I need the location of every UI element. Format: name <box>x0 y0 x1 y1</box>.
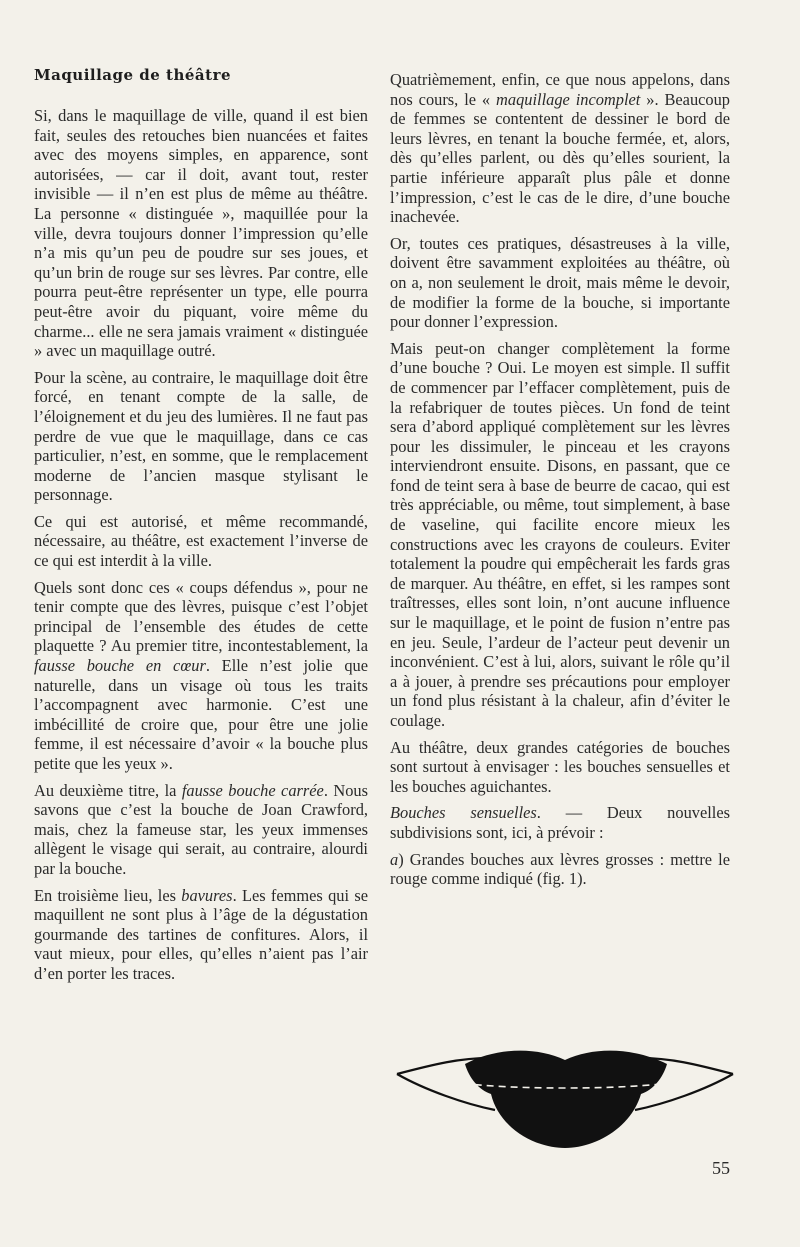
text-run: . Nous savons que c’est la bouche de Joan Crawford, mais, chez la fameuse star, les yeux immenses allègent le visage qui serait, au contraire, alourdi par la bouche. <box>34 780 368 878</box>
italic-text: a <box>390 849 399 869</box>
text-run: Au théâtre, deux grandes catégories de bouches sont surtout à envisager : les bouches sensuelles et les bouches aguichantes. <box>390 737 730 796</box>
paragraph <box>390 738 730 797</box>
right-column <box>390 70 730 896</box>
left-column-body <box>34 106 368 984</box>
page-number: 55 <box>712 1158 730 1178</box>
text-run: Quatrièmement, enfin, ce que nous appelons, dans nos cours, le « <box>390 70 730 109</box>
italic-text: fausse bouche carrée <box>181 780 324 800</box>
paragraph <box>390 339 730 731</box>
text-run: Ce qui est autorisé, et même recommandé, nécessaire, au théâtre, est exactement l’inverse de ce qui est interdit à la ville. <box>34 511 368 571</box>
paragraph <box>34 368 368 505</box>
italic-text: Bouches sensuelles <box>390 803 537 823</box>
paragraph <box>34 886 368 984</box>
italic-text: fausse bouche en cœur <box>34 656 206 676</box>
text-run: Au deuxième titre, la <box>34 780 182 800</box>
article-title: Maquillage de théâtre <box>34 66 232 84</box>
text-run: . Elle n’est jolie que naturelle, dans un visage où tous les traits l’accompagnent avec harmonie. C’est une imbécillité de croire que, pour être une jolie femme, il est nécessaire d’avoir « la bouche plus petite que les yeux ». <box>34 656 368 773</box>
paragraph <box>34 781 368 879</box>
paragraph <box>34 512 368 571</box>
paragraph <box>390 70 730 227</box>
text-run: . — Deux nouvelles subdivisions sont, ici, à prévoir : <box>390 803 730 842</box>
text-run: Or, toutes ces pratiques, désastreuses à la ville, doivent être savamment exploitées au théâtre, où on a, non seulement le droit, mais même le devoir, de modifier la forme de la bouche, si importante pour donner l’expression. <box>390 233 730 332</box>
italic-text: maquillage incomplet <box>496 89 641 109</box>
paragraph <box>390 803 730 842</box>
text-run: ) Grandes bouches aux lèvres grosses : mettre le rouge comme indiqué (fig. 1). <box>390 849 730 889</box>
italic-text: bavures <box>181 885 233 905</box>
right-column-body <box>390 70 730 889</box>
paragraph <box>34 106 368 361</box>
text-run: En troisième lieu, les <box>34 885 182 905</box>
text-run: Si, dans le maquillage de ville, quand il est bien fait, seules des retouches bien nuancées et faites avec des moyens simples, en apparence, sont autorisées, — car il doit, avant tout, rester invisible — il n’en est plus de même au théâtre. La personne « distinguée », maquillée pour la ville, devra toujours donner l’impression qu’elle n’a mis qu’un peu de poudre sur ses joues, et qu’un brin de rouge sur ses lèvres. Par contre, elle pourra peut-être représenter un type, elle pourra peut-être avoir du piquant, voire même du charme... elle ne sera jamais vraiment « distinguée » avec un maquillage outré. <box>34 106 368 361</box>
text-run: . Les femmes qui se maquillent ne sont plus à l’âge de la dégustation gourmande des tartines de confitures. Alors, il vaut mieux, pour elles, qu’elles n’aient pas l’air d’en porter les traces. <box>34 885 368 983</box>
left-column <box>34 64 368 991</box>
paragraph <box>34 578 368 774</box>
paragraph <box>390 234 730 332</box>
lips-illustration <box>395 1038 735 1156</box>
paragraph <box>390 850 730 889</box>
text-run: ». Beaucoup de femmes se contentent de dessiner le bord de leurs lèvres, en tenant la bouche fermée, et, alors, dès qu’elles parlent, ou dès qu’elles sourient, la partie inférieure apparaît plus pâle et donne l’impression, c’est le cas de le dire, d’une bouche inachevée. <box>390 89 730 227</box>
text-run: Quels sont donc ces « coups défendus », pour ne tenir compte que des lèvres, puisque c’est l’objet principal de l’ensemble des études de cette plaquette ? Au premier titre, incontestablement, la <box>34 577 368 656</box>
text-run: Mais peut-on changer complètement la forme d’une bouche ? Oui. Le moyen est simple. Il suffit de commencer par l’effacer complètement, puis de la refabriquer de toutes pièces. Un fond de teint sera d’abord appliqué complètement sur les lèvres pour les dissimuler, le pinceau et les crayons interviendront ensuite. Disons, en passant, que ce fond de teint sera à base de beurre de cacao, qui est très appréciable, ou même, tout simplement, à base de vaseline, qui facilite encore mieux les constructions avec les crayons de couleurs. Eviter totalement la poudre qui empêcherait les fards gras de marquer. Au théâtre, en effet, si les rampes sont traîtresses, elles sont loin, n’ont aucune influence sur le maquillage, et le point de fusion n’entre pas en jeu. Seule, l’ardeur de l’acteur peut devenir un inconvénient. C’est à lui, alors, suivant le rôle qu’il a à jouer, à prendre ses précautions pour employer un fond plus résistant à la chaleur, afin d’éviter le coulage. <box>390 338 730 730</box>
text-run: Pour la scène, au contraire, le maquillage doit être forcé, en tenant compte de la salle, de l’éloignement et du jeu des lumières. Il ne faut pas perdre de vue que le maquillage, dans ce cas particulier, n’est, en somme, que le remplacement moderne de l’ancien masque stylisant le personnage. <box>34 367 368 505</box>
lips-shape <box>465 1051 667 1148</box>
